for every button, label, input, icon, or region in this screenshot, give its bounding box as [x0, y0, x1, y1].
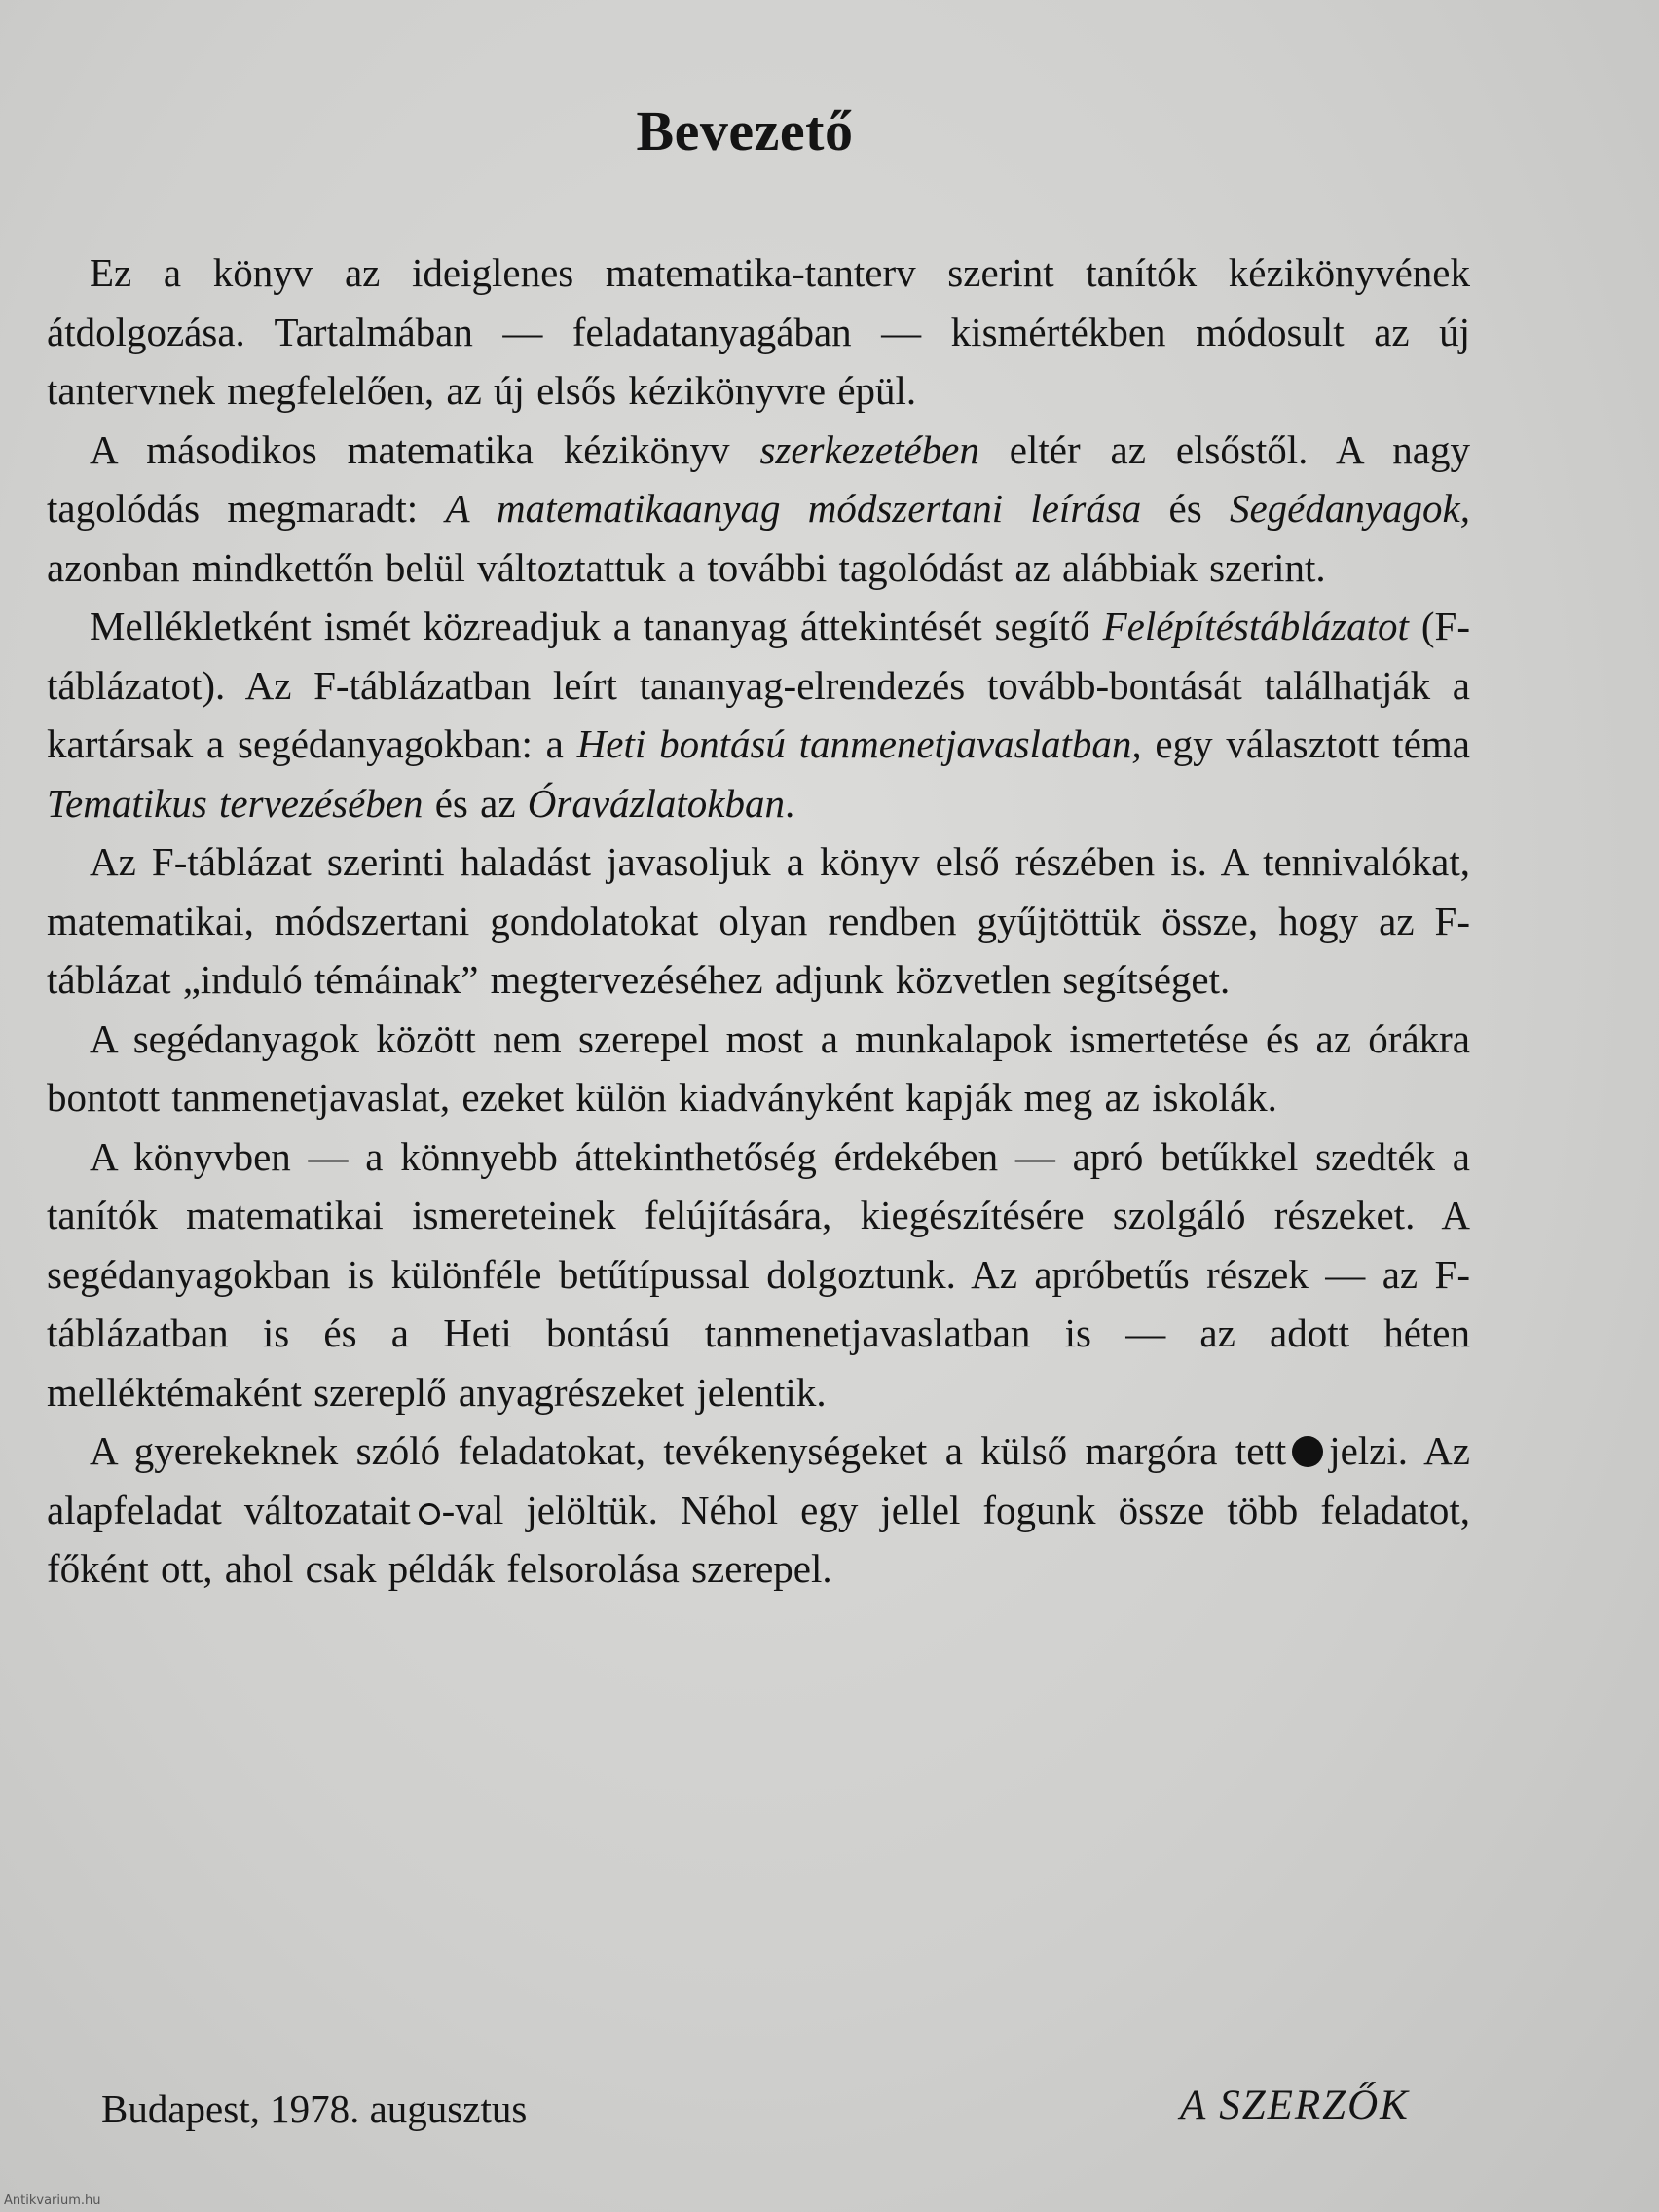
paragraph-6-text: A könyvben — a könnyebb áttekinthetőség érdekében — apró betűkkel szedték a tanítók matematikai ismereteinek felújítására, kiegészítésére szolgáló részeket. A segédanyagokban is különféle betűtípussal dolgoztunk. Az apróbetűs részek — az F-táblázatban is és a Heti bontású tanmenetjavaslatban is — az adott héten melléktémaként szereplő anyagrészeket jelentik. — [47, 1133, 1470, 1415]
paragraph-3 — [47, 597, 1470, 832]
paragraph-2-italic-3: Segédanyagok, — [1229, 486, 1470, 531]
paragraph-3-italic-2: Heti bontású tanmenetjavaslatban, — [576, 721, 1142, 766]
watermark: Antikvarium.hu — [4, 2194, 101, 2208]
paragraph-3-text-3: egy választott téma — [1141, 721, 1470, 766]
paragraph-7-text-1: A gyerekeknek szóló feladatokat, tevékenységeket a külső margóra tett — [90, 1428, 1287, 1473]
paragraph-3-text-1: Mellékletként ismét közreadjuk a tananyag áttekintését segítő — [90, 604, 1103, 648]
paragraph-5 — [47, 1010, 1470, 1127]
paragraph-6 — [47, 1127, 1470, 1422]
paragraph-2-italic-1: szerkezetében — [759, 426, 979, 472]
paragraph-2 — [47, 421, 1470, 598]
paragraph-2-text-2: eltér az elsőstől. A nagy tagolódás megmaradt: — [47, 426, 1470, 531]
paragraph-1 — [47, 243, 1470, 421]
filled-circle-icon — [1292, 1436, 1323, 1467]
paragraph-2-text-4: azonban mindkettőn belül változtattuk a további tagolódást az alábbiak szerint. — [47, 544, 1326, 590]
introduction-body — [47, 243, 1470, 1599]
paragraph-3-italic-3: Tematikus tervezésében — [47, 780, 424, 826]
paragraph-4-text: Az F-táblázat szerinti haladást javasoljuk a könyv első részében is. A tennivalókat, matematikai, módszertani gondolatokat olyan rendben gyűjtöttük össze, hogy az F-táblázat „induló témáinak” megtervezéséhez adjunk közvetlen segítséget. — [47, 839, 1470, 1002]
paragraph-1-text: Ez a könyv az ideiglenes matematika-tanterv szerint tanítók kézikönyvének átdolgozása. Tartalmában — feladatanyagában — kismértékben módosult az új tantervnek megfelelően, az új elsős kézikönyvre épül. — [47, 250, 1470, 413]
paragraph-3-text-4: és az — [423, 780, 528, 826]
paragraph-4 — [47, 832, 1470, 1010]
paragraph-3-italic-1: Felépítéstáblázatot — [1102, 604, 1409, 648]
paragraph-2-text-3: és — [1141, 486, 1230, 531]
paragraph-2-text-1: A másodikos matematika kézikönyv — [90, 426, 760, 472]
paragraph-7-text-3: -val jelöltük. Néhol egy jellel fogunk össze több feladatot, főként ott, ahol csak példák felsorolása szerepel. — [47, 1487, 1471, 1591]
paragraph-3-italic-4: Óravázlatokban — [527, 780, 785, 826]
page-title: Bevezető — [636, 98, 854, 163]
paragraph-7-text-2: jelzi. Az alapfeladat változatait — [47, 1428, 1470, 1532]
paragraph-5-text: A segédanyagok között nem szerepel most a munkalapok ismertetése és az órákra bontott tanmenetjavaslat, ezeket külön kiadványként kapják meg az iskolák. — [47, 1015, 1470, 1120]
paragraph-3-text-5: . — [785, 780, 795, 826]
author-signature: A SZERZŐK — [1180, 2083, 1410, 2128]
hollow-circle-icon — [419, 1503, 440, 1525]
place-and-date: Budapest, 1978. augusztus — [101, 2086, 528, 2131]
paragraph-3-text-2: (F-táblázatot). Az F-táblázatban leírt tananyag-elrendezés tovább-bontását találhatják a kartársak a segédanyagokban: a — [47, 604, 1470, 766]
paragraph-7 — [47, 1421, 1470, 1599]
paragraph-2-italic-2: A matematikaanyag módszertani leírása — [445, 486, 1142, 531]
